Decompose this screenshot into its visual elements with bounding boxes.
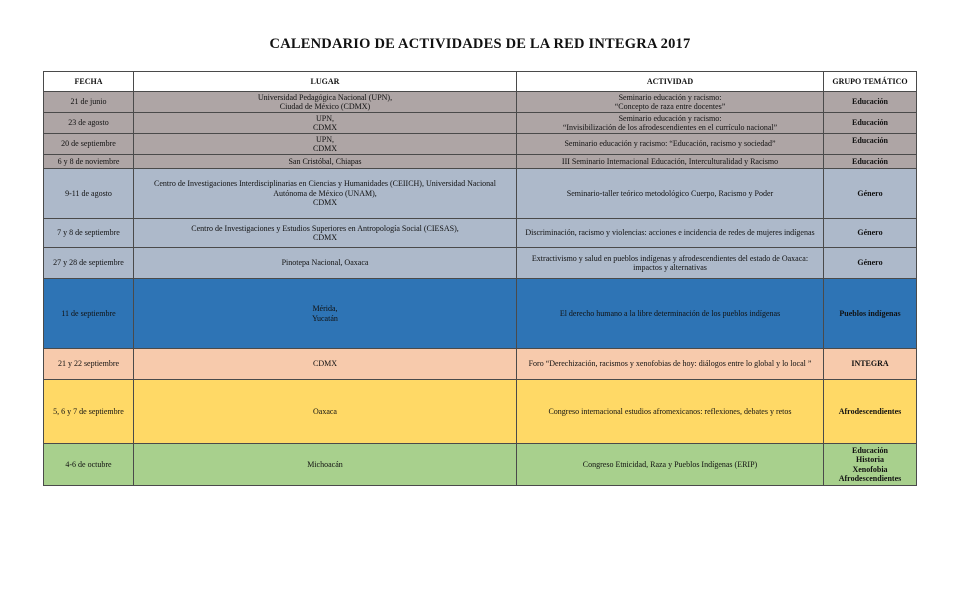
cell-actividad: Seminario-taller teórico metodológico Cuerpo, Racismo y Poder: [517, 169, 824, 219]
cell-actividad: Seminario educación y racismo: “Concepto de raza entre docentes”: [517, 92, 824, 113]
cell-grupo: Educación: [824, 113, 917, 134]
cell-actividad: Seminario educación y racismo: “Invisibilización de los afrodescendientes en el currículo nacional”: [517, 113, 824, 134]
cell-lugar: Centro de Investigaciones y Estudios Superiores en Antropología Social (CIESAS), CDMX: [134, 219, 517, 248]
cell-actividad: Extractivismo y salud en pueblos indígenas y afrodescendientes del estado de Oaxaca: impactos y alternativas: [517, 248, 824, 279]
cell-lugar: San Cristóbal, Chiapas: [134, 155, 517, 169]
cell-lugar: Mérida, Yucatán: [134, 279, 517, 349]
cell-lugar: CDMX: [134, 349, 517, 380]
cell-actividad: Discriminación, racismo y violencias: acciones e incidencia de redes de mujeres indígenas: [517, 219, 824, 248]
table-header-row: [44, 72, 917, 92]
table-row: [44, 92, 917, 113]
table-row: [44, 380, 917, 444]
cell-grupo: Educación Historia Xenofobia Afrodescendientes: [824, 444, 917, 486]
header-grupo: GRUPO TEMÁTICO: [824, 72, 917, 92]
cell-fecha: 9-11 de agosto: [44, 169, 134, 219]
table-row: [44, 113, 917, 134]
cell-actividad: Seminario educación y racismo: “Educación, racismo y sociedad”: [517, 134, 824, 155]
table-row: [44, 444, 917, 486]
table-row: [44, 248, 917, 279]
cell-fecha: 21 y 22 septiembre: [44, 349, 134, 380]
cell-lugar: UPN, CDMX: [134, 113, 517, 134]
cell-actividad: Congreso Etnicidad, Raza y Pueblos Indígenas (ERIP): [517, 444, 824, 486]
cell-lugar: Centro de Investigaciones Interdisciplinarias en Ciencias y Humanidades (CEIICH), Universidad Nacional Autónoma de México (UNAM), CDMX: [134, 169, 517, 219]
cell-grupo: Pueblos indígenas: [824, 279, 917, 349]
activities-table: [43, 71, 917, 486]
cell-grupo: Educación: [824, 134, 917, 155]
table-row: [44, 169, 917, 219]
cell-fecha: 21 de junio: [44, 92, 134, 113]
cell-lugar: Pinotepa Nacional, Oaxaca: [134, 248, 517, 279]
cell-actividad: III Seminario Internacional Educación, Interculturalidad y Racismo: [517, 155, 824, 169]
cell-lugar: Oaxaca: [134, 380, 517, 444]
cell-lugar: Michoacán: [134, 444, 517, 486]
cell-actividad: El derecho humano a la libre determinación de los pueblos indígenas: [517, 279, 824, 349]
cell-grupo: Educación: [824, 92, 917, 113]
cell-fecha: 5, 6 y 7 de septiembre: [44, 380, 134, 444]
header-actividad: ACTIVIDAD: [517, 72, 824, 92]
cell-fecha: 7 y 8 de septiembre: [44, 219, 134, 248]
cell-lugar: UPN, CDMX: [134, 134, 517, 155]
table-row: [44, 155, 917, 169]
cell-fecha: 4-6 de octubre: [44, 444, 134, 486]
cell-grupo: Género: [824, 248, 917, 279]
cell-grupo: Género: [824, 219, 917, 248]
table-row: [44, 279, 917, 349]
header-lugar: LUGAR: [134, 72, 517, 92]
table-row: [44, 349, 917, 380]
cell-grupo: Educación: [824, 155, 917, 169]
cell-grupo: Género: [824, 169, 917, 219]
header-fecha: FECHA: [44, 72, 134, 92]
page-title: CALENDARIO DE ACTIVIDADES DE LA RED INTEGRA 2017: [269, 36, 691, 52]
cell-fecha: 20 de septiembre: [44, 134, 134, 155]
cell-fecha: 6 y 8 de noviembre: [44, 155, 134, 169]
cell-fecha: 27 y 28 de septiembre: [44, 248, 134, 279]
cell-lugar: Universidad Pedagógica Nacional (UPN), Ciudad de México (CDMX): [134, 92, 517, 113]
table-row: [44, 134, 917, 155]
cell-fecha: 11 de septiembre: [44, 279, 134, 349]
cell-fecha: 23 de agosto: [44, 113, 134, 134]
cell-actividad: Foro “Derechización, racismos y xenofobias de hoy: diálogos entre lo global y lo local ”: [517, 349, 824, 380]
table-row: [44, 219, 917, 248]
cell-actividad: Congreso internacional estudios afromexicanos: reflexiones, debates y retos: [517, 380, 824, 444]
cell-grupo: INTEGRA: [824, 349, 917, 380]
cell-grupo: Afrodescendientes: [824, 380, 917, 444]
